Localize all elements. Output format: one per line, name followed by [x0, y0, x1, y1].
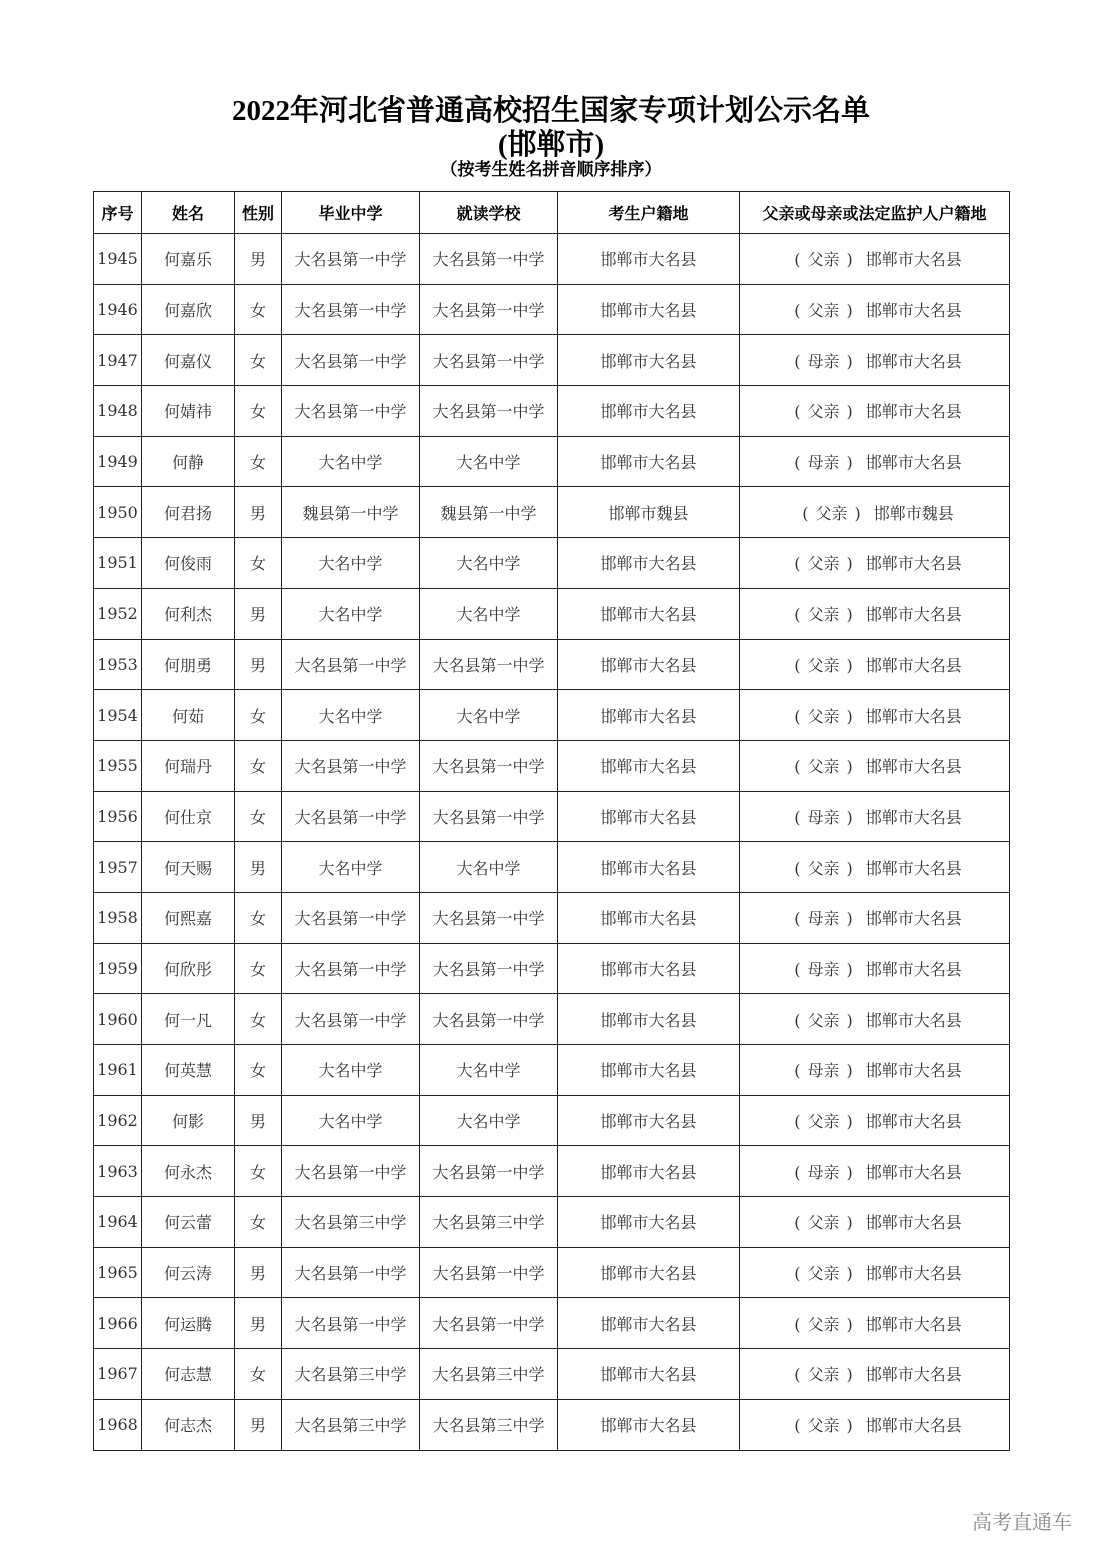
cell-name: 何嘉仪 [142, 335, 235, 386]
cell-gender: 女 [235, 284, 282, 335]
cell-guardian-hukou [740, 1349, 1010, 1400]
cell-seq: 1957 [94, 842, 142, 893]
cell-grad-school: 大名县第一中学 [282, 639, 420, 690]
cell-hukou: 邯郸市大名县 [558, 234, 740, 285]
guardian-relation: ( 父亲 ) [794, 1365, 853, 1385]
cell-name: 何一凡 [142, 994, 235, 1045]
cell-seq: 1956 [94, 791, 142, 842]
cell-grad-school: 大名县第一中学 [282, 1146, 420, 1197]
cell-grad-school: 大名县第一中学 [282, 234, 420, 285]
cell-name: 何欣彤 [142, 943, 235, 994]
cell-grad-school: 大名中学 [282, 1095, 420, 1146]
table-row [94, 994, 1010, 1045]
guardian-relation: ( 父亲 ) [794, 1010, 853, 1030]
column-header-current-school: 就读学校 [420, 192, 558, 234]
guardian-hukou-value: 邯郸市大名县 [865, 453, 962, 473]
guardian-hukou-value: 邯郸市大名县 [865, 301, 962, 321]
cell-guardian-hukou [740, 994, 1010, 1045]
cell-seq: 1946 [94, 284, 142, 335]
guardian-relation: ( 父亲 ) [794, 301, 853, 321]
guardian-hukou-value: 邯郸市大名县 [865, 250, 962, 270]
table-row [94, 943, 1010, 994]
cell-grad-school: 大名县第一中学 [282, 791, 420, 842]
table-row [94, 639, 1010, 690]
cell-name: 何天赐 [142, 842, 235, 893]
cell-name: 何永杰 [142, 1146, 235, 1197]
cell-gender: 女 [235, 690, 282, 741]
cell-grad-school: 大名县第一中学 [282, 1298, 420, 1349]
guardian-hukou-value: 邯郸市大名县 [865, 1010, 962, 1030]
table-row [94, 842, 1010, 893]
guardian-relation: ( 母亲 ) [794, 453, 853, 473]
cell-hukou: 邯郸市大名县 [558, 588, 740, 639]
cell-hukou: 邯郸市大名县 [558, 943, 740, 994]
guardian-relation: ( 父亲 ) [794, 554, 853, 574]
cell-name: 何利杰 [142, 588, 235, 639]
table-row [94, 892, 1010, 943]
guardian-relation: ( 父亲 ) [794, 1264, 853, 1284]
guardian-hukou-value: 邯郸市大名县 [865, 959, 962, 979]
cell-current-school: 大名县第一中学 [420, 1146, 558, 1197]
table-row [94, 1247, 1010, 1298]
cell-hukou: 邯郸市大名县 [558, 639, 740, 690]
cell-seq: 1954 [94, 690, 142, 741]
guardian-relation: ( 父亲 ) [794, 1416, 853, 1436]
cell-current-school: 大名县第一中学 [420, 234, 558, 285]
cell-guardian-hukou [740, 842, 1010, 893]
cell-name: 何仕京 [142, 791, 235, 842]
guardian-relation: ( 父亲 ) [794, 402, 853, 422]
cell-grad-school: 大名县第三中学 [282, 1399, 420, 1450]
cell-hukou: 邯郸市大名县 [558, 1247, 740, 1298]
cell-guardian-hukou [740, 335, 1010, 386]
city-heading: (邯郸市) [497, 129, 605, 161]
guardian-relation: ( 父亲 ) [794, 858, 853, 878]
cell-name: 何英慧 [142, 1045, 235, 1096]
table-row [94, 1146, 1010, 1197]
cell-seq: 1955 [94, 740, 142, 791]
cell-grad-school: 大名中学 [282, 588, 420, 639]
cell-current-school: 大名县第三中学 [420, 1349, 558, 1400]
cell-name: 何云蕾 [142, 1197, 235, 1248]
cell-hukou: 邯郸市大名县 [558, 538, 740, 589]
cell-gender: 男 [235, 639, 282, 690]
table-row [94, 588, 1010, 639]
cell-name: 何熙嘉 [142, 892, 235, 943]
cell-guardian-hukou [740, 386, 1010, 437]
table-row [94, 386, 1010, 437]
cell-guardian-hukou [740, 1197, 1010, 1248]
sort-note: （按考生姓名拼音顺序排序） [440, 160, 662, 179]
cell-guardian-hukou [740, 639, 1010, 690]
table-row [94, 234, 1010, 285]
cell-hukou: 邯郸市大名县 [558, 386, 740, 437]
cell-guardian-hukou [740, 1095, 1010, 1146]
guardian-hukou-value: 邯郸市大名县 [865, 1314, 962, 1334]
table-row [94, 538, 1010, 589]
column-header-seq: 序号 [94, 192, 142, 234]
cell-gender: 女 [235, 538, 282, 589]
cell-name: 何朋勇 [142, 639, 235, 690]
table-row [94, 487, 1010, 538]
cell-gender: 女 [235, 740, 282, 791]
cell-seq: 1967 [94, 1349, 142, 1400]
cell-current-school: 大名县第一中学 [420, 994, 558, 1045]
table-row [94, 1095, 1010, 1146]
cell-hukou: 邯郸市大名县 [558, 335, 740, 386]
cell-guardian-hukou [740, 943, 1010, 994]
roster-table [93, 191, 1010, 1451]
guardian-hukou-value: 邯郸市大名县 [865, 706, 962, 726]
table-row [94, 791, 1010, 842]
cell-gender: 女 [235, 1197, 282, 1248]
table-row [94, 1045, 1010, 1096]
guardian-hukou-value: 邯郸市大名县 [865, 1365, 962, 1385]
guardian-hukou-value: 邯郸市大名县 [865, 858, 962, 878]
cell-seq: 1968 [94, 1399, 142, 1450]
cell-seq: 1952 [94, 588, 142, 639]
cell-current-school: 大名中学 [420, 690, 558, 741]
cell-hukou: 邯郸市魏县 [558, 487, 740, 538]
guardian-hukou-value: 邯郸市大名县 [865, 909, 962, 929]
guardian-relation: ( 父亲 ) [794, 655, 853, 675]
cell-hukou: 邯郸市大名县 [558, 1197, 740, 1248]
guardian-relation: ( 父亲 ) [794, 1314, 853, 1334]
cell-name: 何俊雨 [142, 538, 235, 589]
guardian-hukou-value: 邯郸市大名县 [865, 1061, 962, 1081]
column-header-grad-school: 毕业中学 [282, 192, 420, 234]
table-row [94, 436, 1010, 487]
cell-current-school: 大名中学 [420, 1045, 558, 1096]
cell-gender: 男 [235, 1298, 282, 1349]
cell-gender: 女 [235, 1045, 282, 1096]
cell-seq: 1964 [94, 1197, 142, 1248]
cell-hukou: 邯郸市大名县 [558, 690, 740, 741]
cell-gender: 男 [235, 234, 282, 285]
cell-gender: 男 [235, 1247, 282, 1298]
cell-gender: 女 [235, 943, 282, 994]
cell-guardian-hukou [740, 1146, 1010, 1197]
cell-grad-school: 大名中学 [282, 690, 420, 741]
table-row [94, 335, 1010, 386]
cell-current-school: 大名中学 [420, 1095, 558, 1146]
cell-seq: 1963 [94, 1146, 142, 1197]
guardian-relation: ( 父亲 ) [794, 1112, 853, 1132]
cell-seq: 1947 [94, 335, 142, 386]
cell-hukou: 邯郸市大名县 [558, 740, 740, 791]
guardian-relation: ( 母亲 ) [794, 1061, 853, 1081]
column-header-hukou: 考生户籍地 [558, 192, 740, 234]
cell-guardian-hukou [740, 740, 1010, 791]
cell-seq: 1951 [94, 538, 142, 589]
cell-hukou: 邯郸市大名县 [558, 842, 740, 893]
cell-grad-school: 大名县第一中学 [282, 740, 420, 791]
cell-guardian-hukou [740, 690, 1010, 741]
cell-seq: 1960 [94, 994, 142, 1045]
guardian-relation: ( 母亲 ) [794, 909, 853, 929]
guardian-relation: ( 母亲 ) [794, 1162, 853, 1182]
cell-hukou: 邯郸市大名县 [558, 791, 740, 842]
cell-guardian-hukou [740, 1298, 1010, 1349]
cell-name: 何君扬 [142, 487, 235, 538]
guardian-hukou-value: 邯郸市大名县 [865, 1264, 962, 1284]
table-row [94, 1197, 1010, 1248]
cell-current-school: 大名县第三中学 [420, 1197, 558, 1248]
guardian-hukou-value: 邯郸市魏县 [873, 503, 954, 523]
cell-guardian-hukou [740, 1045, 1010, 1096]
cell-current-school: 大名县第一中学 [420, 639, 558, 690]
cell-guardian-hukou [740, 791, 1010, 842]
cell-hukou: 邯郸市大名县 [558, 892, 740, 943]
cell-grad-school: 大名中学 [282, 436, 420, 487]
watermark: 高考直通车 [972, 1510, 1072, 1534]
cell-name: 何静 [142, 436, 235, 487]
cell-gender: 女 [235, 1349, 282, 1400]
guardian-hukou-value: 邯郸市大名县 [865, 1112, 962, 1132]
table-body [94, 234, 1010, 1451]
cell-name: 何婧祎 [142, 386, 235, 437]
table-row [94, 740, 1010, 791]
cell-guardian-hukou [740, 1399, 1010, 1450]
guardian-relation: ( 母亲 ) [794, 807, 853, 827]
guardian-relation: ( 父亲 ) [794, 706, 853, 726]
cell-seq: 1959 [94, 943, 142, 994]
cell-seq: 1949 [94, 436, 142, 487]
cell-grad-school: 大名县第一中学 [282, 994, 420, 1045]
cell-gender: 女 [235, 791, 282, 842]
document-title: 2022年河北省普通高校招生国家专项计划公示名单 [231, 95, 870, 127]
cell-gender: 女 [235, 892, 282, 943]
cell-guardian-hukou [740, 1247, 1010, 1298]
cell-name: 何志慧 [142, 1349, 235, 1400]
cell-seq: 1950 [94, 487, 142, 538]
cell-current-school: 大名县第一中学 [420, 335, 558, 386]
cell-name: 何影 [142, 1095, 235, 1146]
guardian-hukou-value: 邯郸市大名县 [865, 402, 962, 422]
table-row [94, 284, 1010, 335]
cell-hukou: 邯郸市大名县 [558, 1045, 740, 1096]
cell-current-school: 大名县第一中学 [420, 740, 558, 791]
table-row [94, 1298, 1010, 1349]
cell-grad-school: 大名县第一中学 [282, 335, 420, 386]
cell-guardian-hukou [740, 588, 1010, 639]
guardian-relation: ( 父亲 ) [794, 250, 853, 270]
column-header-guardian-hukou: 父亲或母亲或法定监护人户籍地 [740, 192, 1010, 234]
cell-grad-school: 大名中学 [282, 842, 420, 893]
cell-hukou: 邯郸市大名县 [558, 1298, 740, 1349]
guardian-hukou-value: 邯郸市大名县 [865, 655, 962, 675]
cell-gender: 男 [235, 588, 282, 639]
cell-name: 何运腾 [142, 1298, 235, 1349]
table-row [94, 690, 1010, 741]
cell-seq: 1945 [94, 234, 142, 285]
cell-seq: 1966 [94, 1298, 142, 1349]
guardian-relation: ( 父亲 ) [794, 757, 853, 777]
guardian-hukou-value: 邯郸市大名县 [865, 757, 962, 777]
cell-guardian-hukou [740, 538, 1010, 589]
cell-guardian-hukou [740, 284, 1010, 335]
cell-seq: 1961 [94, 1045, 142, 1096]
cell-hukou: 邯郸市大名县 [558, 436, 740, 487]
cell-name: 何云涛 [142, 1247, 235, 1298]
cell-grad-school: 魏县第一中学 [282, 487, 420, 538]
cell-hukou: 邯郸市大名县 [558, 1095, 740, 1146]
cell-grad-school: 大名县第一中学 [282, 386, 420, 437]
cell-name: 何志杰 [142, 1399, 235, 1450]
cell-current-school: 大名中学 [420, 538, 558, 589]
cell-gender: 男 [235, 842, 282, 893]
cell-seq: 1965 [94, 1247, 142, 1298]
column-header-gender: 性别 [235, 192, 282, 234]
cell-name: 何瑞丹 [142, 740, 235, 791]
cell-grad-school: 大名中学 [282, 538, 420, 589]
cell-name: 何茹 [142, 690, 235, 741]
cell-gender: 女 [235, 994, 282, 1045]
cell-current-school: 大名县第三中学 [420, 1399, 558, 1450]
cell-grad-school: 大名县第一中学 [282, 892, 420, 943]
guardian-hukou-value: 邯郸市大名县 [865, 351, 962, 371]
cell-current-school: 大名县第一中学 [420, 1298, 558, 1349]
cell-current-school: 大名县第一中学 [420, 386, 558, 437]
cell-grad-school: 大名县第三中学 [282, 1349, 420, 1400]
column-header-name: 姓名 [142, 192, 235, 234]
cell-grad-school: 大名县第一中学 [282, 284, 420, 335]
cell-hukou: 邯郸市大名县 [558, 1349, 740, 1400]
cell-seq: 1953 [94, 639, 142, 690]
cell-grad-school: 大名中学 [282, 1045, 420, 1096]
cell-guardian-hukou [740, 487, 1010, 538]
cell-current-school: 大名县第一中学 [420, 1247, 558, 1298]
guardian-hukou-value: 邯郸市大名县 [865, 807, 962, 827]
cell-name: 何嘉欣 [142, 284, 235, 335]
guardian-relation: ( 父亲 ) [802, 503, 861, 523]
guardian-relation: ( 母亲 ) [794, 959, 853, 979]
cell-gender: 男 [235, 487, 282, 538]
cell-guardian-hukou [740, 436, 1010, 487]
guardian-hukou-value: 邯郸市大名县 [865, 1416, 962, 1436]
cell-hukou: 邯郸市大名县 [558, 284, 740, 335]
cell-hukou: 邯郸市大名县 [558, 1399, 740, 1450]
table-row [94, 1399, 1010, 1450]
cell-grad-school: 大名县第一中学 [282, 1247, 420, 1298]
cell-gender: 男 [235, 1399, 282, 1450]
cell-gender: 女 [235, 1146, 282, 1197]
guardian-relation: ( 父亲 ) [794, 1213, 853, 1233]
cell-gender: 女 [235, 386, 282, 437]
cell-grad-school: 大名县第三中学 [282, 1197, 420, 1248]
cell-hukou: 邯郸市大名县 [558, 1146, 740, 1197]
table-row [94, 1349, 1010, 1400]
cell-gender: 女 [235, 335, 282, 386]
cell-current-school: 大名中学 [420, 436, 558, 487]
cell-hukou: 邯郸市大名县 [558, 994, 740, 1045]
cell-name: 何嘉乐 [142, 234, 235, 285]
guardian-hukou-value: 邯郸市大名县 [865, 1162, 962, 1182]
cell-current-school: 大名中学 [420, 588, 558, 639]
cell-current-school: 大名县第一中学 [420, 284, 558, 335]
cell-current-school: 大名县第一中学 [420, 892, 558, 943]
cell-grad-school: 大名县第一中学 [282, 943, 420, 994]
cell-gender: 男 [235, 1095, 282, 1146]
cell-seq: 1948 [94, 386, 142, 437]
cell-guardian-hukou [740, 892, 1010, 943]
cell-seq: 1958 [94, 892, 142, 943]
cell-current-school: 大名县第一中学 [420, 943, 558, 994]
cell-current-school: 魏县第一中学 [420, 487, 558, 538]
guardian-hukou-value: 邯郸市大名县 [865, 1213, 962, 1233]
guardian-hukou-value: 邯郸市大名县 [865, 554, 962, 574]
cell-seq: 1962 [94, 1095, 142, 1146]
table-header-row [94, 192, 1010, 234]
guardian-relation: ( 父亲 ) [794, 605, 853, 625]
cell-guardian-hukou [740, 234, 1010, 285]
guardian-relation: ( 母亲 ) [794, 351, 853, 371]
cell-current-school: 大名中学 [420, 842, 558, 893]
guardian-hukou-value: 邯郸市大名县 [865, 605, 962, 625]
cell-current-school: 大名县第一中学 [420, 791, 558, 842]
cell-gender: 女 [235, 436, 282, 487]
